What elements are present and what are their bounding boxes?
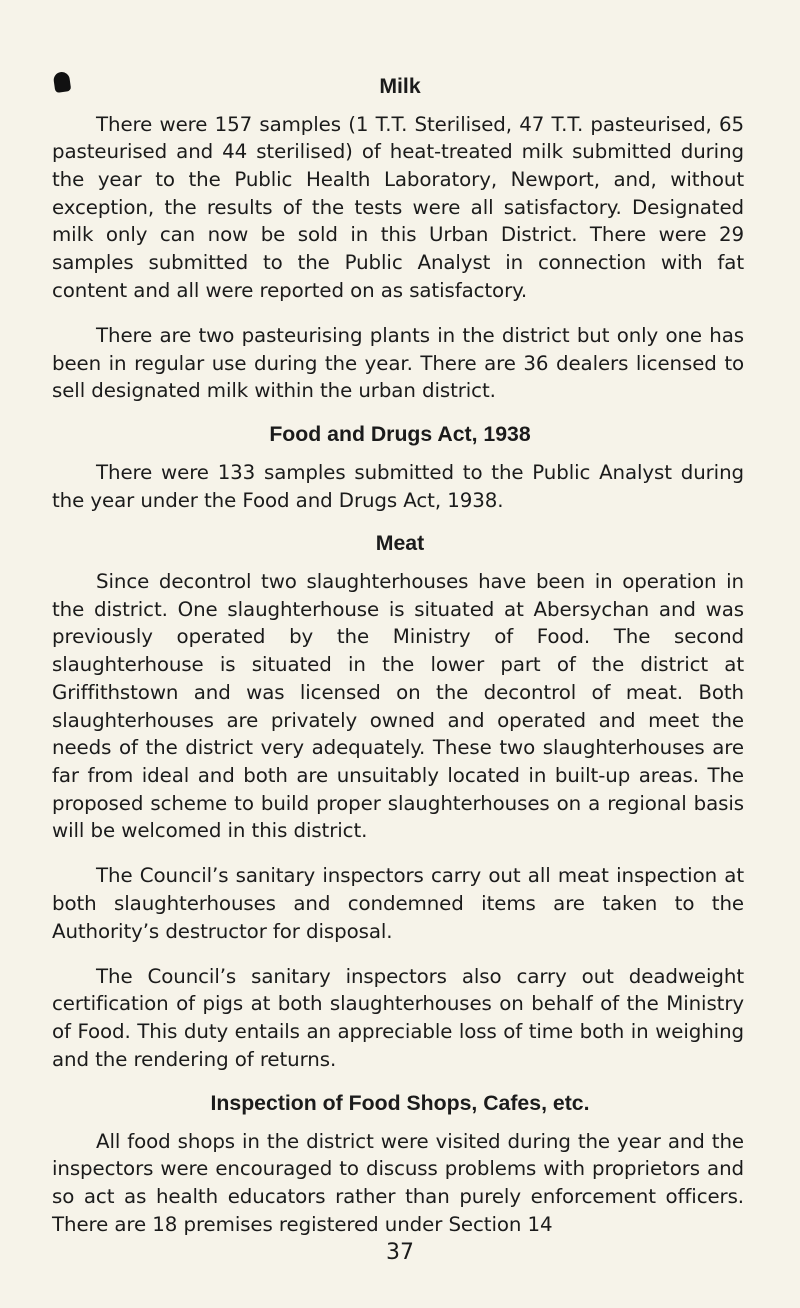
food-and-drugs-heading: Food and Drugs Act, 1938: [269, 422, 531, 447]
meat-paragraph-3: The Council’s sanitary inspectors also carry out deadweight certification of pigs at both slaughterhouses on behalf of the Ministry of Food. This duty entails an appreciable loss of time both in weighing and the rendering of returns.: [52, 964, 744, 1071]
food-shops-paragraph: All food shops in the district were visited during the year and the inspectors were encouraged to discuss problems with proprietors and so act as health educators rather than purely enforcement officers. There are 18 premises registered under Section 14: [52, 1129, 744, 1236]
milk-paragraph-1: There were 157 samples (1 T.T. Sterilised, 47 T.T. pasteurised, 65 pasteurised and 44 sterilised) of heat-treated milk submitted during the year to the Public Health Laboratory, Newport, and, without exception, the results of the tests were all satisfactory. Designated milk only can now be sold in this Urban District. There were 29 samples submitted to the Public Analyst in connection with fat content and all were reported on as satisfactory.: [52, 112, 744, 302]
food-shops-heading: Inspection of Food Shops, Cafes, etc.: [210, 1091, 590, 1116]
milk-paragraph-2: There are two pasteurising plants in the district but only one has been in regular use during the year. There are 36 dealers licensed to sell designated milk within the urban district.: [52, 323, 744, 403]
page-number: 37: [386, 1240, 414, 1265]
food-and-drugs-paragraph: There were 133 samples submitted to the Public Analyst during the year under the Food and Drugs Act, 1938.: [52, 460, 744, 512]
meat-paragraph-2: The Council’s sanitary inspectors carry out all meat inspection at both slaughterhouses and condemned items are taken to the Authority’s destructor for disposal.: [52, 864, 744, 943]
meat-heading: Meat: [375, 531, 425, 556]
meat-paragraph-1: Since decontrol two slaughterhouses have been in operation in the district. One slaughterhouse is situated at Abersychan and was previously operated by the Ministry of Food. The second slaughterhouse is situated in the lower part of the district at Griffithstown and was licensed on the decontrol of meat. Both slaughterhouses are privately owned and operated and meet the needs of the district very adequately. These two slaughterhouses are far from ideal and both are unsuitably located in built-up areas. The proposed scheme to build proper slaughterhouses on a regional basis will be welcomed in this district.: [52, 569, 744, 843]
milk-heading: Milk: [379, 74, 421, 98]
